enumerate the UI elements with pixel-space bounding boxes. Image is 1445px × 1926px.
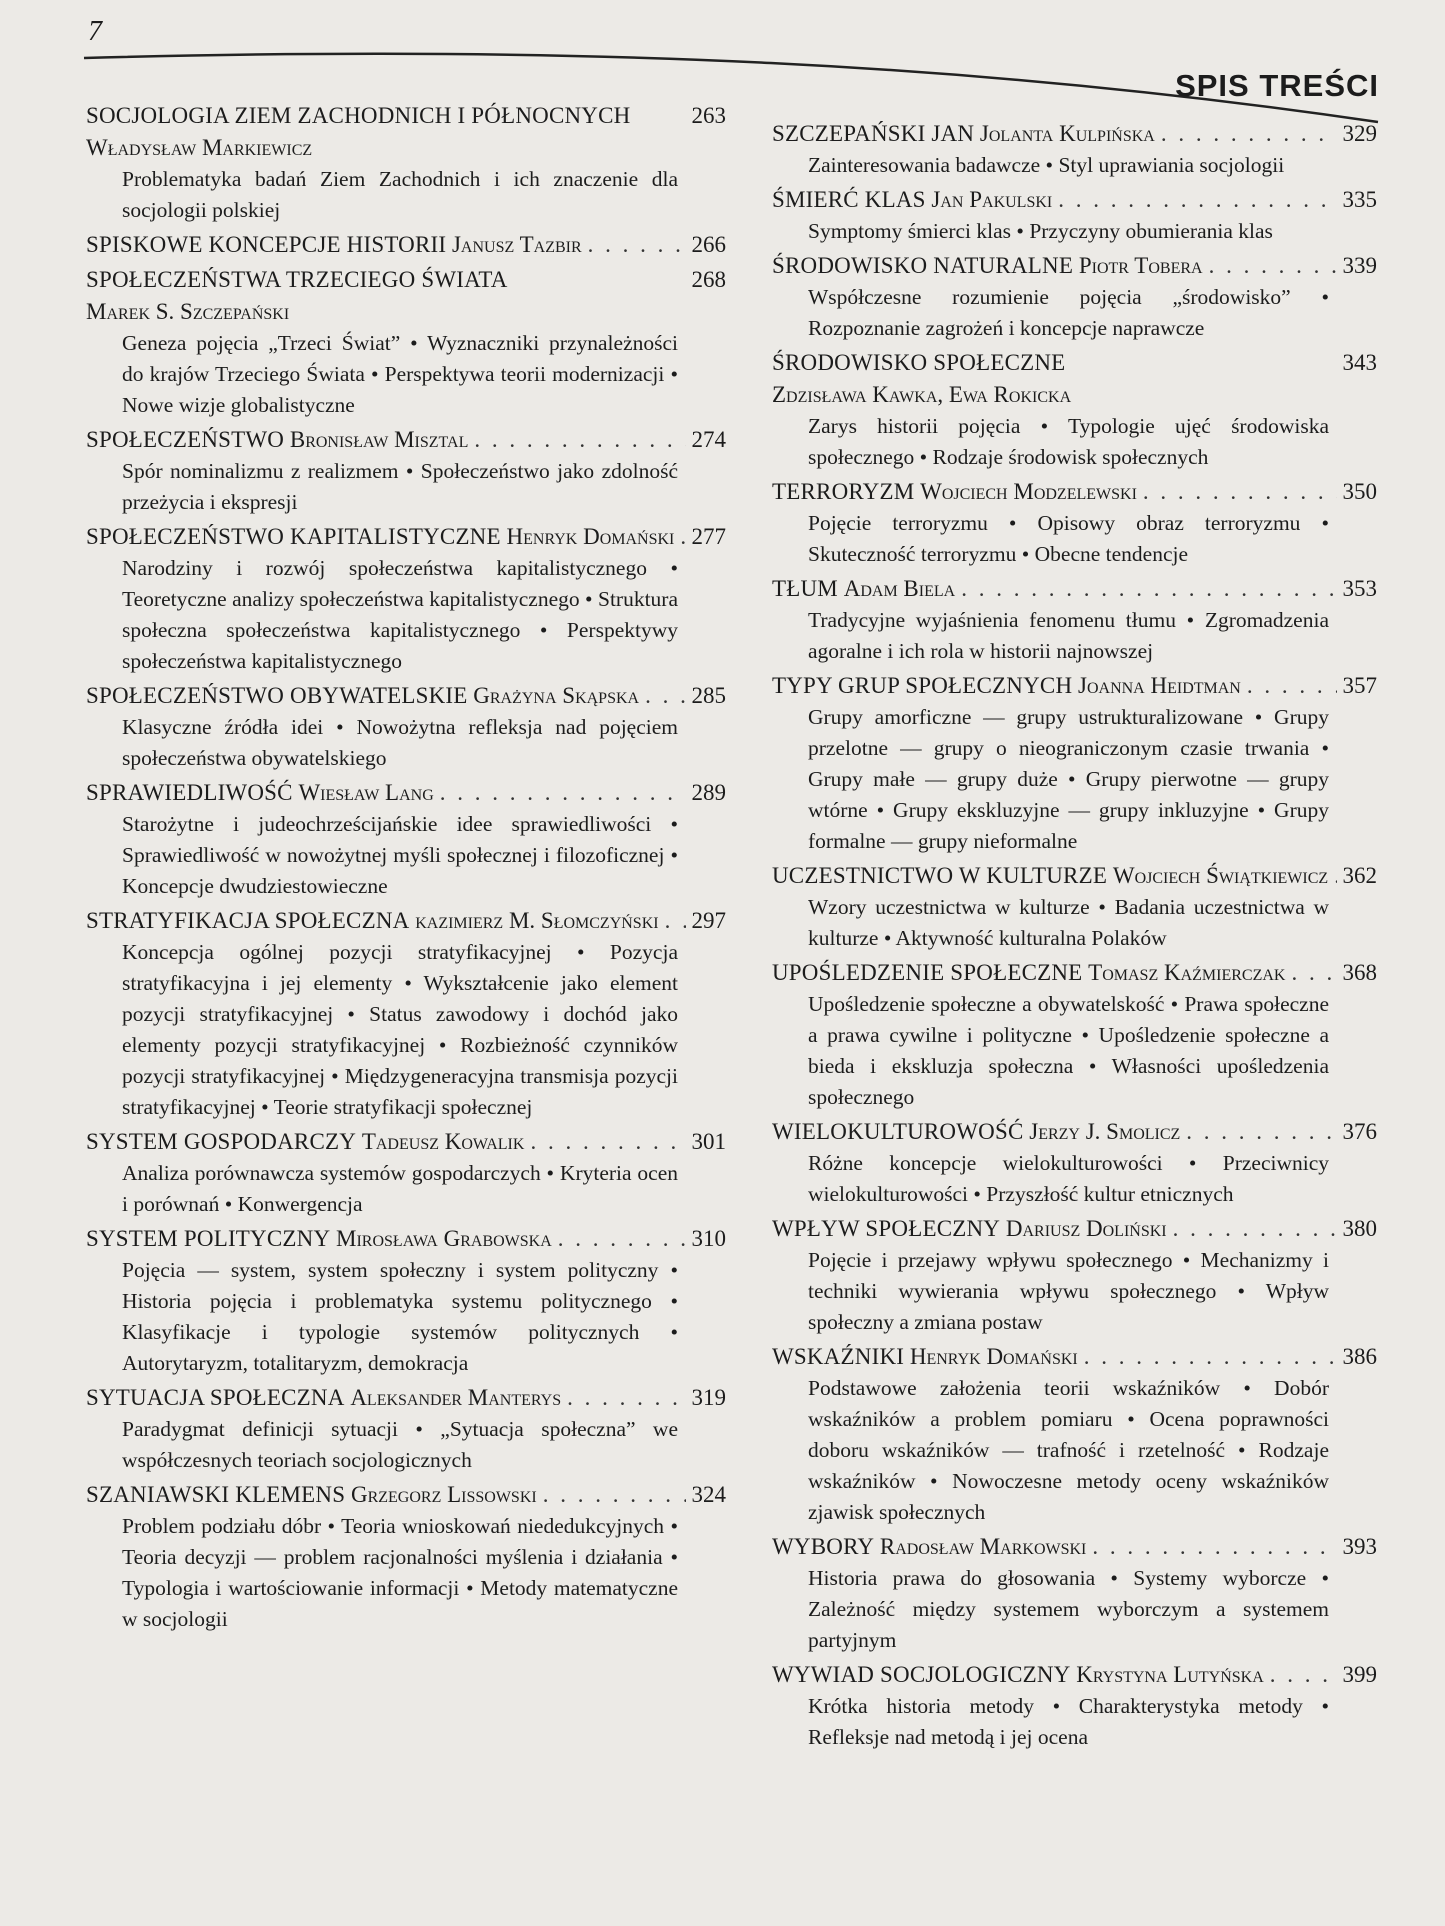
- entry-description: Zainteresowania badawcze • Styl uprawiania socjologii: [808, 153, 1285, 177]
- entry-author: Aleksander Manterys: [350, 1385, 562, 1410]
- entry-author: Zdzisława Kawka, Ewa Rokicka: [772, 382, 1072, 407]
- entry-heading: [86, 264, 680, 328]
- entry-author: Jerzy J. Smolicz: [1029, 1119, 1181, 1144]
- entry-subject: ŚRODOWISKO NATURALNE: [772, 253, 1074, 278]
- entry-description: Problem podziału dóbr • Teoria wnioskowań niededukcyjnych • Teoria decyzji — problem racjonalności myślenia i działania • Typologia i wartościowanie informacji • Metody matematyczne w socjologii: [122, 1514, 678, 1631]
- leader-dots: [1092, 1531, 1336, 1563]
- entry-heading: [772, 573, 955, 605]
- entry-heading-line: [86, 264, 726, 328]
- toc-entry[interactable]: [772, 118, 1377, 181]
- entry-description: Wzory uczestnictwa w kulturze • Badania uczestnictwa w kulturze • Aktywność kulturalna Polaków: [808, 895, 1329, 950]
- leader-dots: [474, 424, 685, 456]
- entry-subject: ŚMIERĆ KLAS: [772, 187, 926, 212]
- entry-author: Jolanta Kulpińska: [979, 121, 1155, 146]
- entry-page: 266: [691, 232, 726, 257]
- entry-subject: WYWIAD SOCJOLOGICZNY: [772, 1662, 1071, 1687]
- toc-entry[interactable]: [772, 1531, 1377, 1656]
- toc-entry[interactable]: [86, 521, 726, 677]
- entry-page: 380: [1342, 1216, 1377, 1241]
- entry-page: 289: [691, 780, 726, 805]
- toc-entry[interactable]: [86, 1126, 726, 1220]
- entry-heading: [86, 100, 680, 164]
- entry-author: Wiesław Lang: [298, 780, 434, 805]
- entry-heading: [86, 521, 674, 553]
- entry-author: Bronisław Misztal: [289, 427, 469, 452]
- entry-author: Dariusz Doliński: [1005, 1216, 1167, 1241]
- entry-heading: [772, 957, 1285, 989]
- entry-page: 399: [1342, 1662, 1377, 1687]
- toc-entry[interactable]: [86, 264, 726, 421]
- leader-dots: [1270, 1659, 1337, 1691]
- entry-page: 277: [691, 524, 726, 549]
- entry-subject: WYBORY: [772, 1534, 875, 1559]
- entry-author: Janusz Tazbir: [451, 232, 582, 257]
- entry-description: Pojęcie i przejawy wpływu społecznego • Mechanizmy i techniki wywierania wpływu społecznego • Wpływ społeczny a zmiana postaw: [808, 1248, 1329, 1334]
- toc-entry[interactable]: [772, 1213, 1377, 1338]
- toc-entry[interactable]: [772, 476, 1377, 570]
- entry-heading: [772, 118, 1155, 150]
- entry-page: 357: [1342, 673, 1377, 698]
- entry-heading-line: [772, 250, 1377, 282]
- leader-dots: [1334, 860, 1336, 892]
- entry-heading-line: [772, 573, 1377, 605]
- entry-description: Grupy amorficzne — grupy ustrukturalizowane • Grupy przelotne — grupy o nieograniczonym czasie trwania • Grupy małe — grupy duże • Grupy pierwotne — grupy wtórne • Grupy ekskluzyjne — grupy inkluzyjne • Grupy formalne — grupy nieformalne: [808, 705, 1329, 853]
- entry-subject: SZCZEPAŃSKI JAN: [772, 121, 975, 146]
- entry-subject: SYSTEM GOSPODARCZY: [86, 1129, 357, 1154]
- entry-description: Symptomy śmierci klas • Przyczyny obumierania klas: [808, 219, 1273, 243]
- entry-description: Paradygmat definicji sytuacji • „Sytuacja społeczna” we współczesnych teoriach socjologicznych: [122, 1417, 678, 1472]
- entry-page: 386: [1342, 1344, 1377, 1369]
- toc-entry[interactable]: [772, 670, 1377, 857]
- entry-subject: WIELOKULTUROWOŚĆ: [772, 1119, 1024, 1144]
- entry-subject: SPISKOWE KONCEPCJE HISTORII: [86, 232, 447, 257]
- entry-heading: [86, 1126, 524, 1158]
- entry-heading-line: [772, 957, 1377, 989]
- entry-author: Henryk Domański: [909, 1344, 1078, 1369]
- entry-description: Problematyka badań Ziem Zachodnich i ich znaczenie dla socjologii polskiej: [122, 167, 678, 222]
- entry-heading-line: [772, 184, 1377, 216]
- entry-page: 335: [1342, 187, 1377, 212]
- entry-author: kazimierz M. Słomczyński: [415, 908, 659, 933]
- entry-page: 268: [691, 267, 726, 292]
- entry-description: Współczesne rozumienie pojęcia „środowisko” • Rozpoznanie zagrożeń i koncepcje naprawcze: [808, 285, 1329, 340]
- entry-subject: SPRAWIEDLIWOŚĆ: [86, 780, 293, 805]
- entry-description: Analiza porównawcza systemów gospodarczych • Kryteria ocen i porównań • Konwergencja: [122, 1161, 678, 1216]
- entry-page: 368: [1342, 960, 1377, 985]
- entry-description: Narodziny i rozwój społeczeństwa kapitalistycznego • Teoretyczne analizy społeczeństwa kapitalistycznego • Struktura społeczna społeczeństwa kapitalistycznego • Perspektywy społeczeństwa kapitalistycznego: [122, 556, 678, 673]
- toc-entry[interactable]: [86, 777, 726, 902]
- entry-page: 297: [691, 908, 726, 933]
- toc-entry[interactable]: [772, 573, 1377, 667]
- entry-description: Pojęcia — system, system społeczny i system polityczny • Historia pojęcia i problematyka systemu politycznego • Klasyfikacje i typologie systemów politycznych • Autorytaryzm, totalitaryzm, demokracja: [122, 1258, 678, 1375]
- toc-entry[interactable]: [772, 1659, 1377, 1753]
- entry-heading-line: [86, 1479, 726, 1511]
- entry-subject: WSKAŹNIKI: [772, 1344, 905, 1369]
- entry-description: Klasyczne źródła idei • Nowożytna refleksja nad pojęciem społeczeństwa obywatelskiego: [122, 715, 678, 770]
- leader-dots: [665, 905, 686, 937]
- entry-heading-line: [772, 1531, 1377, 1563]
- entry-heading: [86, 680, 639, 712]
- entry-description: Krótka historia metody • Charakterystyka metody • Refleksje nad metodą i jej ocena: [808, 1694, 1329, 1749]
- entry-heading-line: [86, 521, 726, 553]
- entry-heading: [86, 777, 434, 809]
- entry-page: 301: [691, 1129, 726, 1154]
- toc-entry[interactable]: [772, 957, 1377, 1113]
- leader-dots: [961, 573, 1336, 605]
- entry-author: Krystyna Lutyńska: [1076, 1662, 1264, 1687]
- toc-entry[interactable]: [86, 229, 726, 261]
- entry-subject: SPOŁECZEŃSTWO KAPITALISTYCZNE: [86, 524, 501, 549]
- toc-entry[interactable]: [86, 680, 726, 774]
- entry-author: Wojciech Świątkiewicz: [1112, 863, 1329, 888]
- entry-heading: [772, 250, 1203, 282]
- leader-dots: [567, 1382, 685, 1414]
- entry-heading: [86, 424, 468, 456]
- entry-page: 263: [691, 103, 726, 128]
- entry-heading-line: [86, 777, 726, 809]
- entry-description: Podstawowe założenia teorii wskaźników • Dobór wskaźników a problem pomiaru • Ocena poprawności doboru wskaźników — trafność i rzetelność • Rodzaje wskaźników • Nowoczesne metody oceny wskaźników zjawisk społecznych: [808, 1376, 1329, 1524]
- entry-page: 324: [691, 1482, 726, 1507]
- entry-heading: [86, 229, 582, 261]
- entry-heading-line: [86, 229, 726, 261]
- leader-dots: [543, 1479, 686, 1511]
- entry-heading: [772, 184, 1052, 216]
- toc-entry[interactable]: [772, 347, 1377, 473]
- leader-dots: [558, 1223, 686, 1255]
- entry-heading-line: [772, 347, 1377, 411]
- entry-subject: UPOŚLEDZENIE SPOŁECZNE: [772, 960, 1083, 985]
- entry-subject: SPOŁECZEŃSTWO: [86, 427, 285, 452]
- entry-subject: TYPY GRUP SPOŁECZNYCH: [772, 673, 1073, 698]
- entry-page: 350: [1342, 479, 1377, 504]
- entry-description: Pojęcie terroryzmu • Opisowy obraz terroryzmu • Skuteczność terroryzmu • Obecne tendencje: [808, 511, 1329, 566]
- entry-heading: [772, 670, 1241, 702]
- entry-page: 329: [1342, 121, 1377, 146]
- leader-dots: [1143, 476, 1337, 508]
- entry-heading: [86, 1223, 552, 1255]
- entry-heading-line: [86, 1126, 726, 1158]
- entry-page: 376: [1342, 1119, 1377, 1144]
- entry-heading-line: [772, 476, 1377, 508]
- entry-page: 285: [691, 683, 726, 708]
- entry-page: 339: [1342, 253, 1377, 278]
- entry-subject: SYTUACJA SPOŁECZNA: [86, 1385, 345, 1410]
- entry-author: Jan Pakulski: [931, 187, 1053, 212]
- entry-heading-line: [86, 680, 726, 712]
- entry-heading-line: [772, 118, 1377, 150]
- entry-author: Radosław Markowski: [879, 1534, 1087, 1559]
- entry-subject: ŚRODOWISKO SPOŁECZNE: [772, 350, 1066, 375]
- entry-author: Władysław Markiewicz: [86, 135, 313, 160]
- entry-heading-line: [772, 1116, 1377, 1148]
- entry-description: Koncepcja ogólnej pozycji stratyfikacyjnej • Pozycja stratyfikacyjna i jej elementy • Wykształcenie jako element pozycji stratyfikacyjnej • Status zawodowy i dochód jako elementy pozycji stratyfikacyjnej • Rozbieżność czynników pozycji stratyfikacyjnej • Międzygeneracyjna transmisja pozycji stratyfikacyjnej • Teorie stratyfikacji społecznej: [122, 940, 678, 1119]
- toc-entry[interactable]: [86, 1223, 726, 1379]
- entry-heading-line: [772, 1213, 1377, 1245]
- leader-dots: [680, 521, 685, 553]
- toc-entry[interactable]: [86, 1382, 726, 1476]
- entry-subject: SOCJOLOGIA ZIEM ZACHODNICH I PÓŁNOCNYCH: [86, 103, 631, 128]
- toc-entry[interactable]: [86, 905, 726, 1123]
- leader-dots: [530, 1126, 685, 1158]
- entry-heading-line: [772, 670, 1377, 702]
- toc-entry[interactable]: [86, 100, 726, 226]
- entry-heading-line: [86, 1223, 726, 1255]
- entry-author: Grażyna Skąpska: [473, 683, 640, 708]
- leader-dots: [1247, 670, 1337, 702]
- toc-entry[interactable]: [772, 860, 1377, 954]
- leader-dots: [1186, 1116, 1336, 1148]
- entry-description: Tradycyjne wyjaśnienia fenomenu tłumu • Zgromadzenia agoralne i ich rola w historii najnowszej: [808, 608, 1329, 663]
- entry-heading: [772, 347, 1331, 411]
- entry-description: Historia prawa do głosowania • Systemy wyborcze • Zależność między systemem wyborczym a systemem partyjnym: [808, 1566, 1329, 1652]
- entry-author: Wojciech Modzelewski: [920, 479, 1137, 504]
- toc-right-column: [772, 118, 1377, 1756]
- toc-entry[interactable]: [772, 1341, 1377, 1528]
- leader-dots: [1058, 184, 1336, 216]
- toc-entry[interactable]: [772, 1116, 1377, 1210]
- entry-heading: [772, 1659, 1264, 1691]
- entry-author: Tomasz Kaźmierczak: [1088, 960, 1286, 985]
- entry-heading-line: [86, 905, 726, 937]
- leader-dots: [1173, 1213, 1337, 1245]
- entry-heading: [772, 1341, 1078, 1373]
- entry-heading: [86, 905, 659, 937]
- leader-dots: [1161, 118, 1337, 150]
- entry-description: Różne koncepcje wielokulturowości • Przeciwnicy wielokulturowości • Przyszłość kultur etnicznych: [808, 1151, 1329, 1206]
- toc-left-column: [86, 100, 726, 1638]
- entry-description: Upośledzenie społeczne a obywatelskość • Prawa społeczne a prawa cywilne i polityczne • Upośledzenie społeczne a bieda i ekskluzja społeczna • Własności upośledzenia społecznego: [808, 992, 1329, 1109]
- entry-description: Geneza pojęcia „Trzeci Świat” • Wyznaczniki przynależności do krajów Trzeciego Świata • Perspektywa teorii modernizacji • Nowe wizje globalistyczne: [122, 331, 678, 417]
- leader-dots: [588, 229, 686, 261]
- entry-description: Starożytne i judeochrześcijańskie idee sprawiedliwości • Sprawiedliwość w nowożytnej myśli społecznej i filozoficznej • Koncepcje dwudziestowieczne: [122, 812, 678, 898]
- entry-subject: STRATYFIKACJA SPOŁECZNA: [86, 908, 410, 933]
- entry-heading: [86, 1382, 561, 1414]
- toc-entry[interactable]: [772, 184, 1377, 247]
- entry-heading: [772, 860, 1328, 892]
- entry-page: 310: [691, 1226, 726, 1251]
- entry-subject: TERRORYZM: [772, 479, 915, 504]
- entry-heading-line: [86, 1382, 726, 1414]
- entry-page: 343: [1342, 350, 1377, 375]
- leader-dots: [1291, 957, 1336, 989]
- leader-dots: [1209, 250, 1337, 282]
- entry-heading-line: [772, 1341, 1377, 1373]
- entry-heading: [772, 1116, 1180, 1148]
- entry-description: Spór nominalizmu z realizmem • Społeczeństwo jako zdolność przeżycia i ekspresji: [122, 459, 678, 514]
- entry-subject: SPOŁECZEŃSTWO OBYWATELSKIE: [86, 683, 468, 708]
- entry-heading-line: [772, 860, 1377, 892]
- entry-subject: SPOŁECZEŃSTWA TRZECIEGO ŚWIATA: [86, 267, 508, 292]
- entry-heading-line: [86, 424, 726, 456]
- entry-subject: WPŁYW SPOŁECZNY: [772, 1216, 1001, 1241]
- toc-entry[interactable]: [86, 1479, 726, 1635]
- leader-dots: [440, 777, 686, 809]
- leader-dots: [1084, 1341, 1337, 1373]
- entry-author: Marek S. Szczepański: [86, 299, 290, 324]
- page-number: 7: [88, 16, 102, 47]
- entry-page: 362: [1342, 863, 1377, 888]
- entry-heading: [86, 1479, 537, 1511]
- entry-description: Zarys historii pojęcia • Typologie ujęć środowiska społecznego • Rodzaje środowisk społecznych: [808, 414, 1329, 469]
- entry-subject: TŁUM: [772, 576, 838, 601]
- entry-author: Adam Biela: [843, 576, 956, 601]
- entry-author: Henryk Domański: [506, 524, 675, 549]
- entry-heading-line: [86, 100, 726, 164]
- entry-subject: UCZESTNICTWO W KULTURZE: [772, 863, 1108, 888]
- toc-entry[interactable]: [86, 424, 726, 518]
- entry-author: Grzegorz Lissowski: [350, 1482, 537, 1507]
- entry-page: 393: [1342, 1534, 1377, 1559]
- entry-author: Tadeusz Kowalik: [361, 1129, 525, 1154]
- entry-heading: [772, 1213, 1167, 1245]
- entry-subject: SZANIAWSKI KLEMENS: [86, 1482, 346, 1507]
- toc-entry[interactable]: [772, 250, 1377, 344]
- entry-heading: [772, 1531, 1086, 1563]
- entry-subject: SYSTEM POLITYCZNY: [86, 1226, 331, 1251]
- entry-page: 319: [691, 1385, 726, 1410]
- entry-author: Piotr Tobera: [1078, 253, 1203, 278]
- section-title: SPIS TREŚCI: [1175, 68, 1379, 103]
- entry-heading-line: [772, 1659, 1377, 1691]
- entry-page: 274: [691, 427, 726, 452]
- entry-author: Joanna Heidtman: [1078, 673, 1241, 698]
- entry-page: 353: [1342, 576, 1377, 601]
- leader-dots: [645, 680, 685, 712]
- entry-heading: [772, 476, 1137, 508]
- entry-author: Mirosława Grabowska: [336, 1226, 552, 1251]
